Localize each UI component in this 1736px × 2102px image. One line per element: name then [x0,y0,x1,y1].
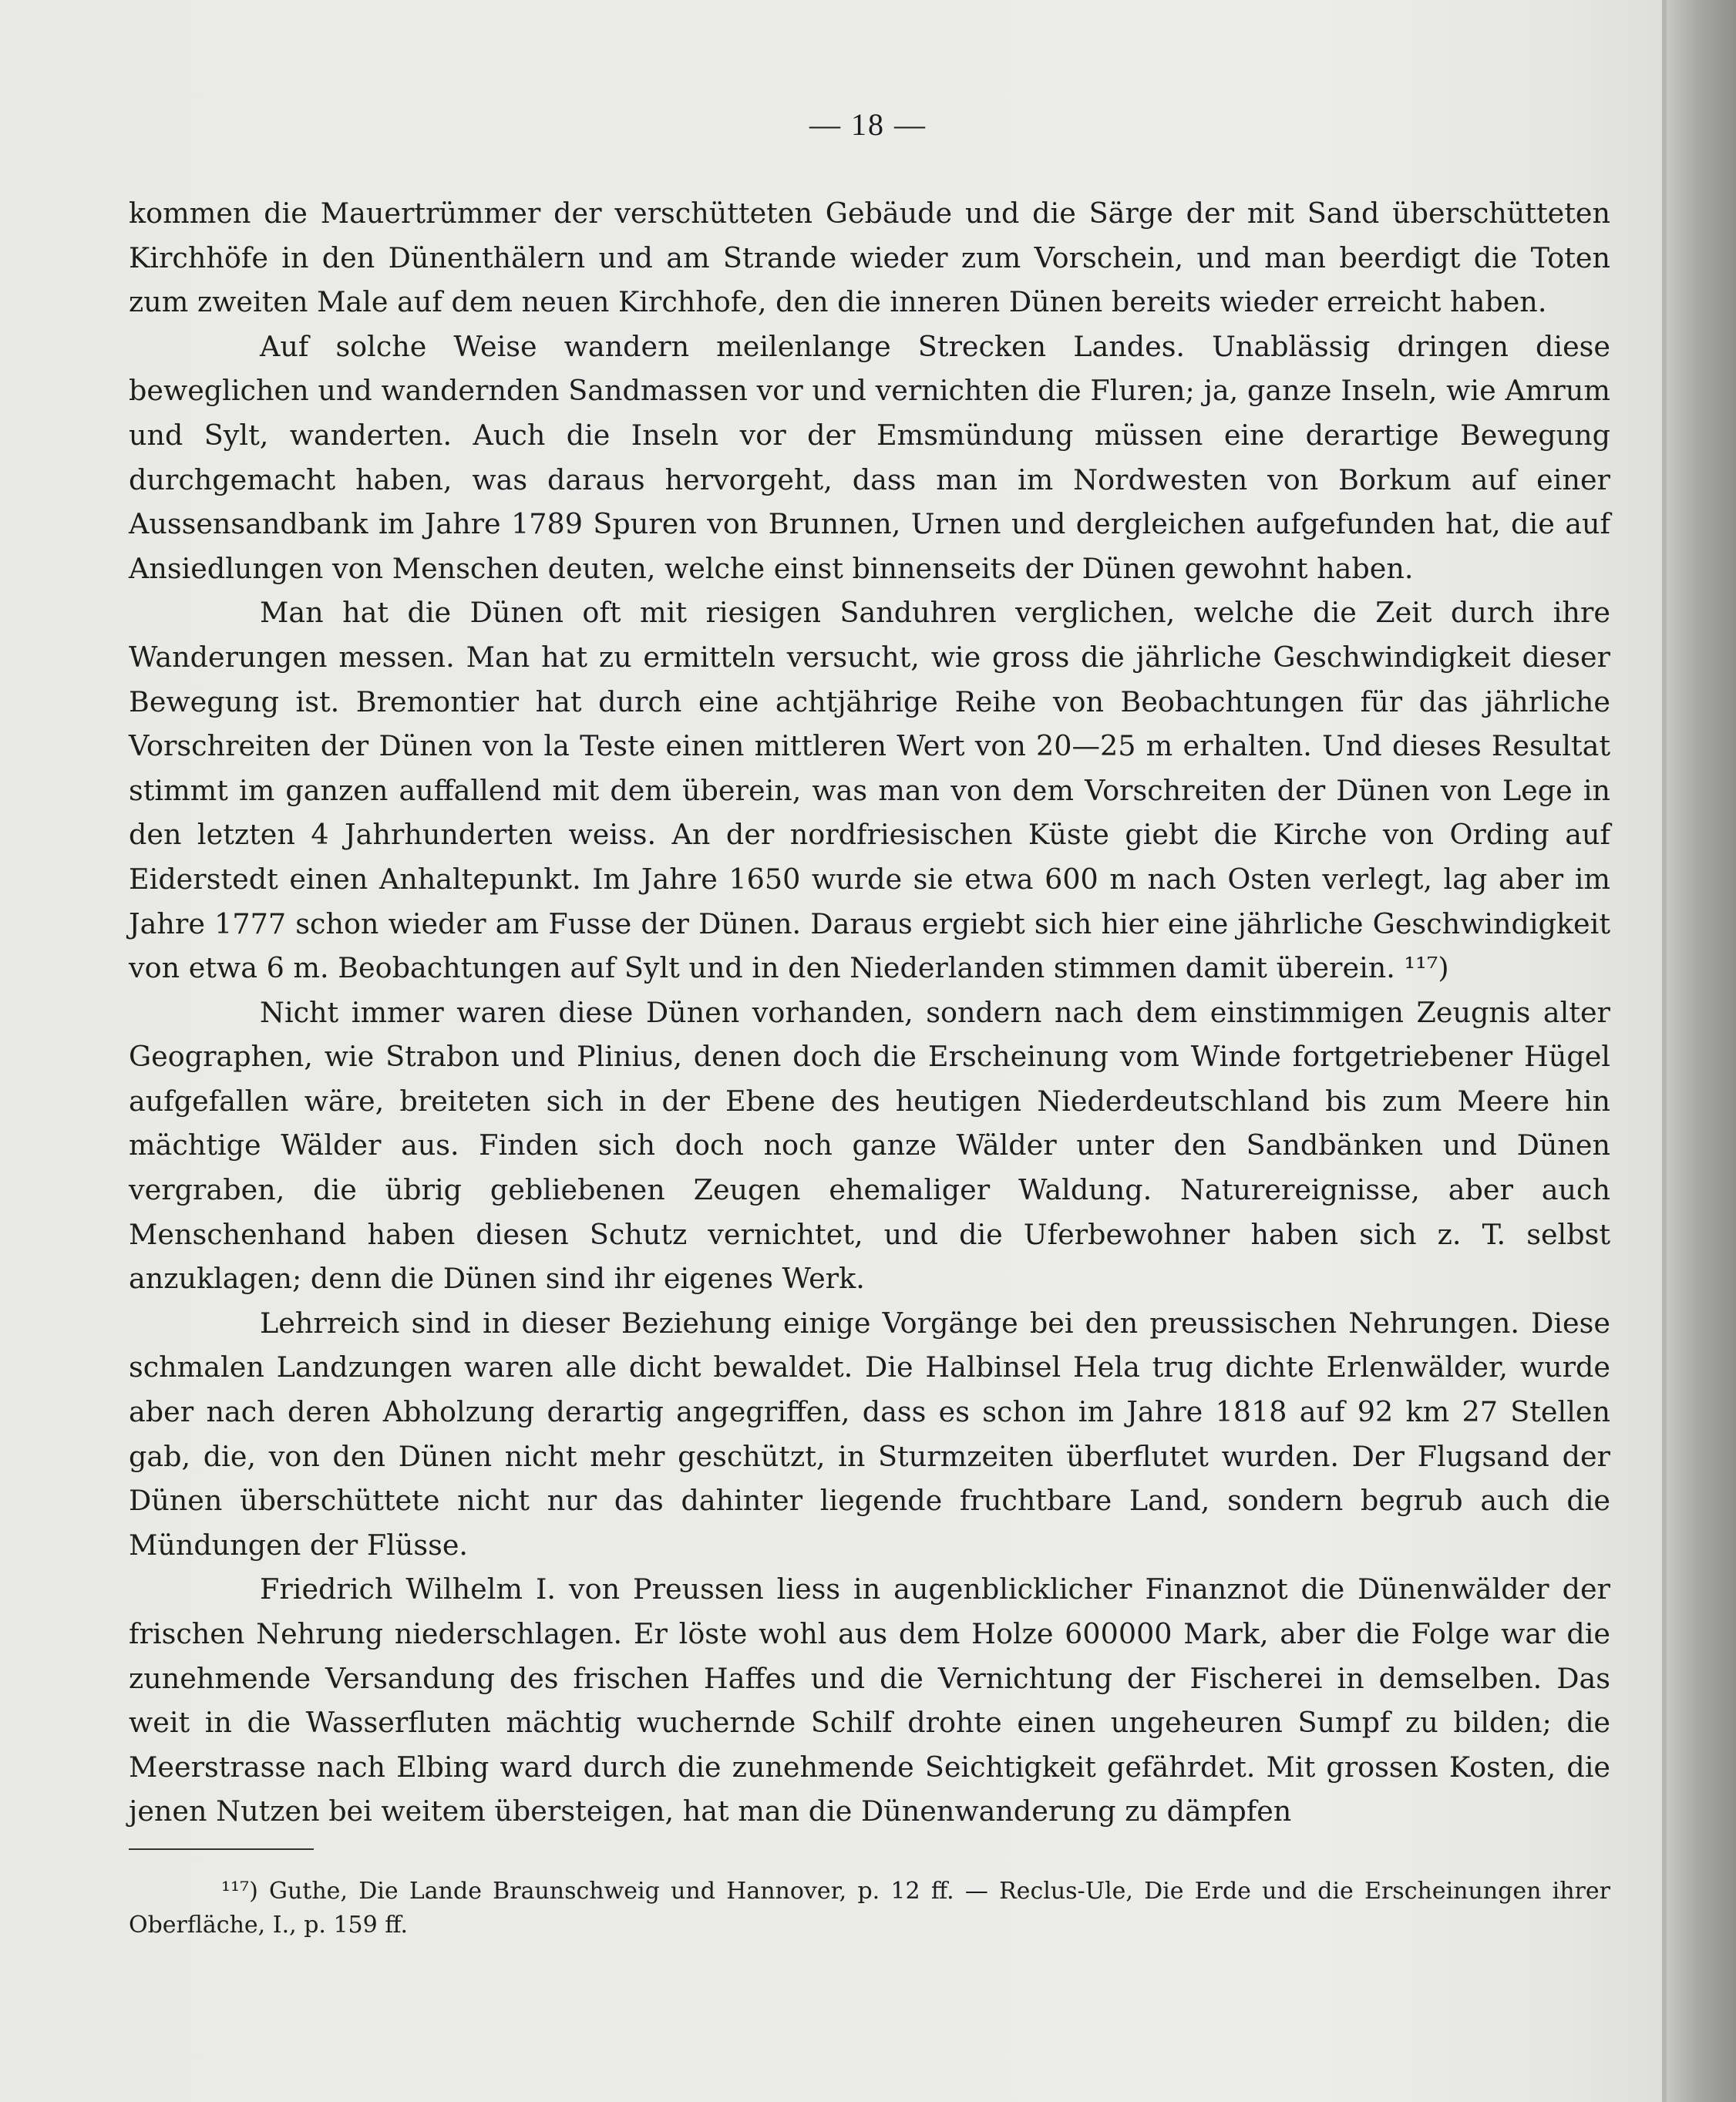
paragraph-3: Man hat die Dünen oft mit riesigen Sanduhren verglichen, welche die Zeit durch ihre Wanderungen messen. Man hat zu ermitteln versucht, wie gross die jährliche Geschwindigkeit dieser Bewegung ist. Bremontier hat durch eine achtjährige Reihe von Beobachtungen für das jährliche Vorschreiten der Dünen von la Teste einen mittleren Wert von 20—25 m erhalten. Und dieses Resultat stimmt im ganzen auffallend mit dem überein, was man von dem Vorschreiten der Dünen von Lege in den letzten 4 Jahrhunderten weiss. An der nordfriesischen Küste giebt die Kirche von Ording auf Eiderstedt einen Anhaltepunkt. Im Jahre 1650 wurde sie etwa 600 m nach Osten verlegt, lag aber im Jahre 1777 schon wieder am Fusse der Dünen. Daraus ergiebt sich hier eine jährliche Geschwindigkeit von etwa 6 m. Beobachtungen auf Sylt und in den Niederlanden stimmen damit überein. ¹¹⁷) [129,596,1610,985]
paragraph-6: Friedrich Wilhelm I. von Preussen liess in augenblicklicher Finanznot die Dünenwälder der frischen Nehrung niederschlagen. Er löste wohl aus dem Holze 600000 Mark, aber die Folge war die zunehmende Versandung des frischen Haffes und die Vernichtung der Fischerei in demselben. Das weit in die Wasserfluten mächtig wuchernde Schilf drohte einen ungeheuren Sumpf zu bilden; die Meerstrasse nach Elbing ward durch die zunehmende Seichtigkeit gefährdet. Mit grossen Kosten, die jenen Nutzen bei weitem übersteigen, hat man die Dünenwanderung zu dämpfen [129,1572,1610,1828]
paragraph-1: kommen die Mauertrümmer der verschütteten Gebäude und die Särge der mit Sand überschütteten Kirchhöfe in den Dünenthälern und am Strande wieder zum Vorschein, und man beerdigt die Toten zum zweiten Male auf dem neuen Kirchhofe, den die inneren Dünen bereits wieder erreicht haben. [129,197,1610,319]
paragraph-4: Nicht immer waren diese Dünen vorhanden, sondern nach dem einstimmigen Zeugnis alter Geographen, wie Strabon und Plinius, denen doch die Erscheinung vom Winde fortgetriebener Hügel aufgefallen wäre, breiteten sich in der Ebene des heutigen Niederdeutschland bis zum Meere hin mächtige Wälder aus. Finden sich doch noch ganze Wälder unter den Sandbänken und Dünen vergraben, die übrig gebliebenen Zeugen ehemaliger Waldung. Naturereignisse, aber auch Menschenhand haben diesen Schutz vernichtet, und die Uferbewohner haben sich z. T. selbst anzuklagen; denn die Dünen sind ihr eigenes Werk. [129,995,1610,1296]
page-number: — 18 — [809,107,927,142]
footnote-117: ¹¹⁷) Guthe, Die Lande Braunschweig und Hannover, p. 12 ff. — Reclus-Ule, Die Erde und die Erscheinungen ihrer Oberfläche, I., p. 159 ff. [129,1878,1610,1939]
book-gutter-shadow [1667,0,1736,2102]
body-text [129,191,1610,1834]
paragraph-2: Auf solche Weise wandern meilenlange Strecken Landes. Unablässig dringen diese beweglichen und wandernden Sandmassen vor und vernichten die Fluren; ja, ganze Inseln, wie Amrum und Sylt, wanderten. Auch die Inseln vor der Emsmündung müssen eine derartige Bewegung durchgemacht haben, was daraus hervorgeht, dass man im Nordwesten von Borkum auf einer Aussensandbank im Jahre 1789 Spuren von Brunnen, Urnen und dergleichen aufgefunden hat, die auf Ansiedlungen von Menschen deuten, welche einst binnenseits der Dünen gewohnt haben. [129,329,1610,585]
footnote-separator [129,1848,314,1850]
paragraph-5: Lehrreich sind in dieser Beziehung einige Vorgänge bei den preussischen Nehrungen. Diese schmalen Landzungen waren alle dicht bewaldet. Die Halbinsel Hela trug dichte Erlenwälder, wurde aber nach deren Abholzung derartig angegriffen, dass es schon im Jahre 1818 auf 92 km 27 Stellen gab, die, von den Dünen nicht mehr geschützt, in Sturmzeiten überflutet wurden. Der Flugsand der Dünen überschüttete nicht nur das dahinter liegende fruchtbare Land, sondern begrub auch die Mündungen der Flüsse. [129,1306,1610,1562]
